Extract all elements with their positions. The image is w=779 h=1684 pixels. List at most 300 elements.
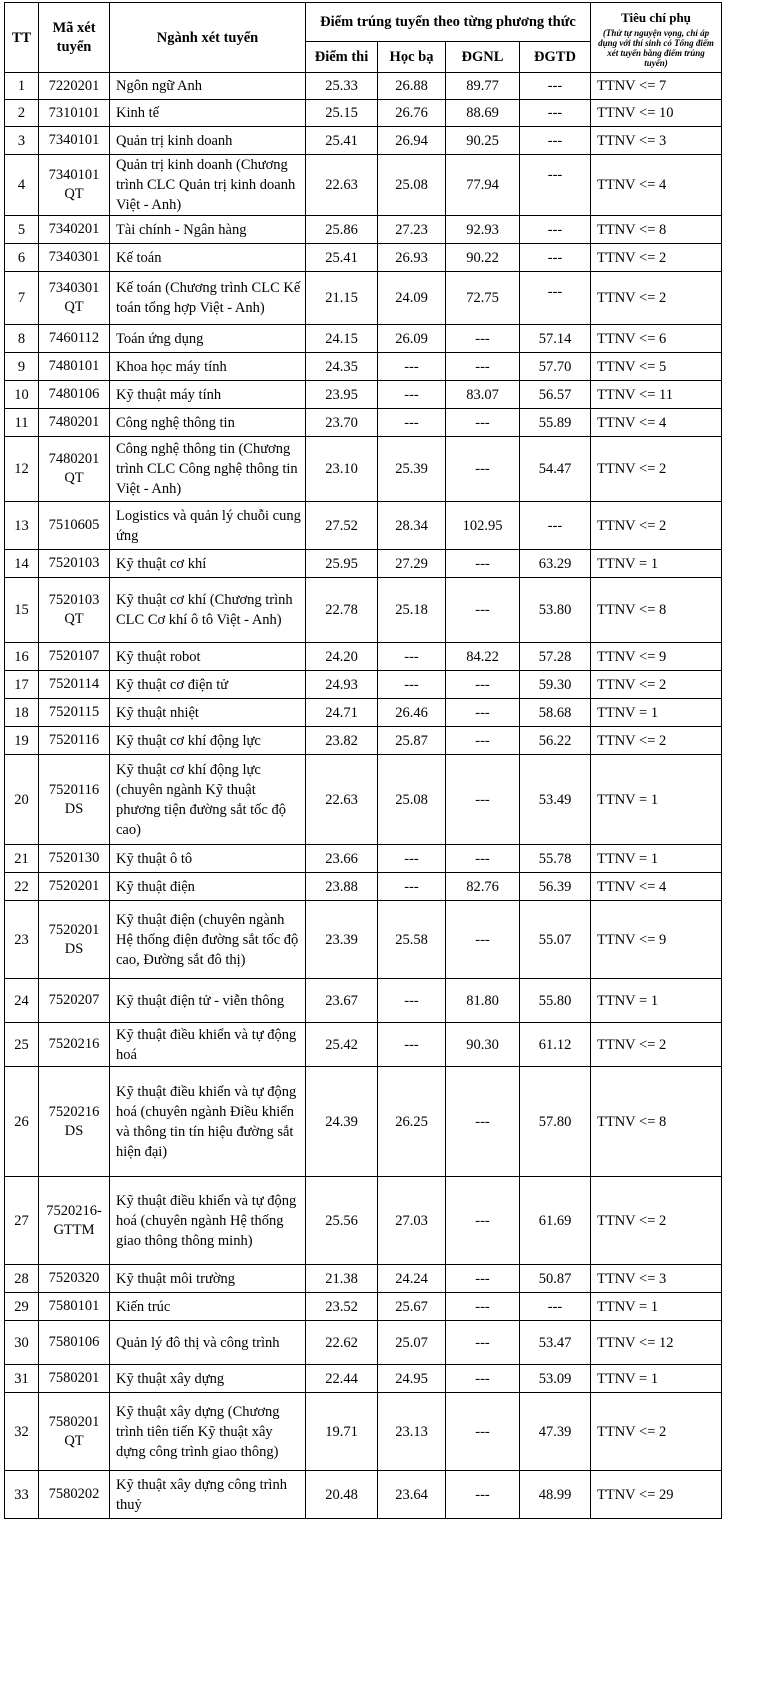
cell-major: Kỹ thuật môi trường bbox=[110, 1265, 306, 1293]
cell-hoc-ba: 26.76 bbox=[378, 100, 446, 127]
cell-dgnl: --- bbox=[446, 1177, 520, 1265]
cell-dgtd: --- bbox=[520, 272, 591, 325]
cell-dgnl: 83.07 bbox=[446, 381, 520, 409]
cell-major: Quản lý đô thị và công trình bbox=[110, 1321, 306, 1365]
cell-major: Kỹ thuật điện tử - viễn thông bbox=[110, 979, 306, 1023]
cell-tt: 20 bbox=[5, 755, 39, 845]
cell-major: Quản trị kinh doanh (Chương trình CLC Quản trị kinh doanh Việt - Anh) bbox=[110, 155, 306, 216]
header-code: Mã xét tuyển bbox=[39, 3, 110, 73]
cell-dgtd: --- bbox=[520, 73, 591, 100]
cell-code: 7580202 bbox=[39, 1471, 110, 1519]
table-row bbox=[5, 502, 722, 550]
cell-diem-thi: 21.15 bbox=[306, 272, 378, 325]
cell-code: 7520103 QT bbox=[39, 578, 110, 643]
cell-code: 7340301 QT bbox=[39, 272, 110, 325]
cell-major: Kỹ thuật máy tính bbox=[110, 381, 306, 409]
cell-code: 7580201 bbox=[39, 1365, 110, 1393]
cell-tt: 12 bbox=[5, 437, 39, 502]
cell-major: Kỹ thuật cơ điện tử bbox=[110, 671, 306, 699]
cell-dgtd: 57.70 bbox=[520, 353, 591, 381]
cell-criteria: TTNV <= 2 bbox=[591, 1393, 722, 1471]
cell-code: 7510605 bbox=[39, 502, 110, 550]
cell-dgnl: --- bbox=[446, 727, 520, 755]
table-row bbox=[5, 1365, 722, 1393]
cell-major: Toán ứng dụng bbox=[110, 325, 306, 353]
cell-hoc-ba: 24.09 bbox=[378, 272, 446, 325]
cell-criteria: TTNV <= 5 bbox=[591, 353, 722, 381]
cell-tt: 8 bbox=[5, 325, 39, 353]
cell-hoc-ba: 26.25 bbox=[378, 1067, 446, 1177]
cell-code: 7340101 QT bbox=[39, 155, 110, 216]
cell-diem-thi: 23.10 bbox=[306, 437, 378, 502]
cell-dgnl: --- bbox=[446, 901, 520, 979]
cell-criteria: TTNV <= 10 bbox=[591, 100, 722, 127]
cell-major: Kiến trúc bbox=[110, 1293, 306, 1321]
cell-hoc-ba: --- bbox=[378, 409, 446, 437]
cell-hoc-ba: --- bbox=[378, 979, 446, 1023]
cell-hoc-ba: 26.46 bbox=[378, 699, 446, 727]
table-row bbox=[5, 155, 722, 216]
cell-hoc-ba: --- bbox=[378, 671, 446, 699]
cell-diem-thi: 19.71 bbox=[306, 1393, 378, 1471]
cell-dgnl: --- bbox=[446, 1393, 520, 1471]
cell-tt: 30 bbox=[5, 1321, 39, 1365]
cell-diem-thi: 21.38 bbox=[306, 1265, 378, 1293]
cell-diem-thi: 23.67 bbox=[306, 979, 378, 1023]
cell-criteria: TTNV = 1 bbox=[591, 1365, 722, 1393]
cell-dgnl: --- bbox=[446, 699, 520, 727]
header-method-group: Điểm trúng tuyển theo từng phương thức bbox=[306, 3, 591, 42]
cell-major: Kỹ thuật xây dựng bbox=[110, 1365, 306, 1393]
cell-dgnl: --- bbox=[446, 1067, 520, 1177]
cell-code: 7580106 bbox=[39, 1321, 110, 1365]
cell-criteria: TTNV <= 9 bbox=[591, 901, 722, 979]
cell-diem-thi: 20.48 bbox=[306, 1471, 378, 1519]
cell-dgnl: 88.69 bbox=[446, 100, 520, 127]
cell-hoc-ba: 26.09 bbox=[378, 325, 446, 353]
cell-dgnl: --- bbox=[446, 325, 520, 353]
cell-major: Kỹ thuật điện (chuyên ngành Hệ thống điện đường sắt tốc độ cao, Đường sắt đô thị) bbox=[110, 901, 306, 979]
cell-diem-thi: 22.63 bbox=[306, 755, 378, 845]
cell-hoc-ba: 25.18 bbox=[378, 578, 446, 643]
admission-scores-table bbox=[4, 2, 722, 1519]
cell-diem-thi: 25.33 bbox=[306, 73, 378, 100]
cell-dgnl: 84.22 bbox=[446, 643, 520, 671]
cell-hoc-ba: 26.88 bbox=[378, 73, 446, 100]
cell-dgtd: 54.47 bbox=[520, 437, 591, 502]
cell-major: Kỹ thuật cơ khí động lực bbox=[110, 727, 306, 755]
header-criteria bbox=[591, 3, 722, 73]
cell-tt: 26 bbox=[5, 1067, 39, 1177]
cell-dgnl: 82.76 bbox=[446, 873, 520, 901]
cell-major: Kỹ thuật cơ khí bbox=[110, 550, 306, 578]
table-row bbox=[5, 1023, 722, 1067]
cell-dgnl: --- bbox=[446, 1471, 520, 1519]
cell-criteria: TTNV <= 6 bbox=[591, 325, 722, 353]
cell-code: 7480201 QT bbox=[39, 437, 110, 502]
cell-code: 7520207 bbox=[39, 979, 110, 1023]
cell-dgtd: 55.07 bbox=[520, 901, 591, 979]
cell-dgnl: --- bbox=[446, 1293, 520, 1321]
cell-major: Kinh tế bbox=[110, 100, 306, 127]
table-row bbox=[5, 409, 722, 437]
header-criteria-title: Tiêu chí phụ bbox=[621, 9, 691, 25]
cell-code: 7520130 bbox=[39, 845, 110, 873]
cell-criteria: TTNV <= 3 bbox=[591, 1265, 722, 1293]
cell-dgtd: 58.68 bbox=[520, 699, 591, 727]
cell-hoc-ba: 26.93 bbox=[378, 244, 446, 272]
cell-dgtd: 56.39 bbox=[520, 873, 591, 901]
cell-major: Kỹ thuật xây dựng (Chương trình tiên tiến Kỹ thuật xây dựng công trình giao thông) bbox=[110, 1393, 306, 1471]
cell-major: Quản trị kinh doanh bbox=[110, 127, 306, 155]
cell-dgtd: 53.80 bbox=[520, 578, 591, 643]
cell-tt: 23 bbox=[5, 901, 39, 979]
cell-dgtd: 61.69 bbox=[520, 1177, 591, 1265]
header-tt: TT bbox=[5, 3, 39, 73]
cell-dgtd: 59.30 bbox=[520, 671, 591, 699]
cell-tt: 18 bbox=[5, 699, 39, 727]
cell-hoc-ba: 27.23 bbox=[378, 216, 446, 244]
cell-code: 7520216 bbox=[39, 1023, 110, 1067]
table-row bbox=[5, 437, 722, 502]
cell-hoc-ba: 24.24 bbox=[378, 1265, 446, 1293]
cell-dgtd: 57.80 bbox=[520, 1067, 591, 1177]
cell-tt: 4 bbox=[5, 155, 39, 216]
cell-hoc-ba: 23.13 bbox=[378, 1393, 446, 1471]
table-row bbox=[5, 1471, 722, 1519]
cell-dgtd: 56.22 bbox=[520, 727, 591, 755]
cell-hoc-ba: --- bbox=[378, 1023, 446, 1067]
cell-code: 7480106 bbox=[39, 381, 110, 409]
cell-major: Kỹ thuật điều khiển và tự động hoá bbox=[110, 1023, 306, 1067]
cell-dgnl: 90.25 bbox=[446, 127, 520, 155]
cell-major: Kế toán (Chương trình CLC Kế toán tổng hợp Việt - Anh) bbox=[110, 272, 306, 325]
cell-criteria: TTNV <= 29 bbox=[591, 1471, 722, 1519]
cell-hoc-ba: 25.39 bbox=[378, 437, 446, 502]
cell-diem-thi: 24.20 bbox=[306, 643, 378, 671]
cell-hoc-ba: 27.29 bbox=[378, 550, 446, 578]
cell-code: 7520116 DS bbox=[39, 755, 110, 845]
cell-hoc-ba: 23.64 bbox=[378, 1471, 446, 1519]
cell-criteria: TTNV <= 3 bbox=[591, 127, 722, 155]
header-dgnl: ĐGNL bbox=[446, 42, 520, 73]
cell-major: Kỹ thuật điều khiển và tự động hoá (chuyên ngành Điều khiển và thông tin tín hiệu đường sắt hiện đại) bbox=[110, 1067, 306, 1177]
cell-tt: 2 bbox=[5, 100, 39, 127]
cell-diem-thi: 24.39 bbox=[306, 1067, 378, 1177]
cell-tt: 19 bbox=[5, 727, 39, 755]
table-row bbox=[5, 979, 722, 1023]
cell-dgtd: 61.12 bbox=[520, 1023, 591, 1067]
cell-dgtd: 50.87 bbox=[520, 1265, 591, 1293]
cell-tt: 15 bbox=[5, 578, 39, 643]
cell-hoc-ba: 25.87 bbox=[378, 727, 446, 755]
cell-tt: 32 bbox=[5, 1393, 39, 1471]
cell-hoc-ba: --- bbox=[378, 643, 446, 671]
cell-code: 7520216- GTTM bbox=[39, 1177, 110, 1265]
cell-dgnl: 92.93 bbox=[446, 216, 520, 244]
cell-tt: 14 bbox=[5, 550, 39, 578]
cell-hoc-ba: --- bbox=[378, 353, 446, 381]
cell-dgtd: 57.28 bbox=[520, 643, 591, 671]
cell-dgnl: --- bbox=[446, 578, 520, 643]
cell-code: 7310101 bbox=[39, 100, 110, 127]
cell-dgnl: 102.95 bbox=[446, 502, 520, 550]
cell-code: 7480201 bbox=[39, 409, 110, 437]
cell-dgnl: 90.22 bbox=[446, 244, 520, 272]
cell-code: 7520103 bbox=[39, 550, 110, 578]
cell-code: 7520114 bbox=[39, 671, 110, 699]
cell-dgnl: 90.30 bbox=[446, 1023, 520, 1067]
cell-tt: 25 bbox=[5, 1023, 39, 1067]
cell-tt: 9 bbox=[5, 353, 39, 381]
cell-tt: 24 bbox=[5, 979, 39, 1023]
cell-hoc-ba: 24.95 bbox=[378, 1365, 446, 1393]
header-diem-thi: Điểm thi bbox=[306, 42, 378, 73]
cell-dgnl: --- bbox=[446, 409, 520, 437]
cell-criteria: TTNV <= 4 bbox=[591, 409, 722, 437]
cell-criteria: TTNV = 1 bbox=[591, 845, 722, 873]
table-row bbox=[5, 272, 722, 325]
cell-dgtd: 53.47 bbox=[520, 1321, 591, 1365]
cell-code: 7520107 bbox=[39, 643, 110, 671]
cell-code: 7220201 bbox=[39, 73, 110, 100]
cell-code: 7340101 bbox=[39, 127, 110, 155]
cell-diem-thi: 23.95 bbox=[306, 381, 378, 409]
cell-tt: 13 bbox=[5, 502, 39, 550]
cell-dgnl: --- bbox=[446, 1265, 520, 1293]
cell-diem-thi: 22.44 bbox=[306, 1365, 378, 1393]
cell-major: Tài chính - Ngân hàng bbox=[110, 216, 306, 244]
cell-tt: 27 bbox=[5, 1177, 39, 1265]
cell-dgnl: --- bbox=[446, 755, 520, 845]
header-hoc-ba: Học bạ bbox=[378, 42, 446, 73]
cell-diem-thi: 25.41 bbox=[306, 127, 378, 155]
cell-hoc-ba: 25.58 bbox=[378, 901, 446, 979]
cell-tt: 29 bbox=[5, 1293, 39, 1321]
cell-dgtd: 55.89 bbox=[520, 409, 591, 437]
cell-diem-thi: 25.86 bbox=[306, 216, 378, 244]
cell-major: Kỹ thuật điều khiển và tự động hoá (chuyên ngành Hệ thống giao thông thông minh) bbox=[110, 1177, 306, 1265]
cell-code: 7520116 bbox=[39, 727, 110, 755]
table-row bbox=[5, 578, 722, 643]
cell-dgtd: --- bbox=[520, 1293, 591, 1321]
cell-dgtd: 53.49 bbox=[520, 755, 591, 845]
cell-code: 7340301 bbox=[39, 244, 110, 272]
table-row bbox=[5, 1321, 722, 1365]
cell-tt: 33 bbox=[5, 1471, 39, 1519]
cell-criteria: TTNV <= 2 bbox=[591, 727, 722, 755]
table-row bbox=[5, 1393, 722, 1471]
cell-tt: 5 bbox=[5, 216, 39, 244]
cell-major: Kế toán bbox=[110, 244, 306, 272]
table-row bbox=[5, 1177, 722, 1265]
cell-tt: 31 bbox=[5, 1365, 39, 1393]
table-header bbox=[5, 3, 722, 73]
cell-criteria: TTNV = 1 bbox=[591, 979, 722, 1023]
cell-hoc-ba: --- bbox=[378, 873, 446, 901]
cell-criteria: TTNV = 1 bbox=[591, 550, 722, 578]
cell-diem-thi: 24.15 bbox=[306, 325, 378, 353]
cell-dgtd: --- bbox=[520, 502, 591, 550]
cell-dgtd: --- bbox=[520, 100, 591, 127]
cell-diem-thi: 23.70 bbox=[306, 409, 378, 437]
cell-code: 7520201 DS bbox=[39, 901, 110, 979]
cell-diem-thi: 22.78 bbox=[306, 578, 378, 643]
cell-dgnl: 77.94 bbox=[446, 155, 520, 216]
cell-code: 7340201 bbox=[39, 216, 110, 244]
cell-criteria: TTNV = 1 bbox=[591, 699, 722, 727]
cell-dgnl: --- bbox=[446, 437, 520, 502]
cell-dgtd: --- bbox=[520, 127, 591, 155]
cell-code: 7520320 bbox=[39, 1265, 110, 1293]
cell-criteria: TTNV = 1 bbox=[591, 755, 722, 845]
cell-dgnl: --- bbox=[446, 550, 520, 578]
cell-criteria: TTNV <= 9 bbox=[591, 643, 722, 671]
cell-code: 7580201 QT bbox=[39, 1393, 110, 1471]
cell-criteria: TTNV <= 2 bbox=[591, 1177, 722, 1265]
cell-tt: 11 bbox=[5, 409, 39, 437]
cell-dgtd: 63.29 bbox=[520, 550, 591, 578]
cell-hoc-ba: 25.67 bbox=[378, 1293, 446, 1321]
cell-dgnl: --- bbox=[446, 845, 520, 873]
cell-criteria: TTNV <= 7 bbox=[591, 73, 722, 100]
cell-code: 7460112 bbox=[39, 325, 110, 353]
cell-tt: 17 bbox=[5, 671, 39, 699]
table-row bbox=[5, 727, 722, 755]
cell-tt: 10 bbox=[5, 381, 39, 409]
cell-criteria: TTNV <= 2 bbox=[591, 1023, 722, 1067]
cell-diem-thi: 24.35 bbox=[306, 353, 378, 381]
cell-tt: 28 bbox=[5, 1265, 39, 1293]
cell-diem-thi: 25.95 bbox=[306, 550, 378, 578]
cell-tt: 6 bbox=[5, 244, 39, 272]
cell-diem-thi: 23.52 bbox=[306, 1293, 378, 1321]
cell-code: 7520216 DS bbox=[39, 1067, 110, 1177]
table-row bbox=[5, 1293, 722, 1321]
table-row bbox=[5, 216, 722, 244]
cell-dgnl: 81.80 bbox=[446, 979, 520, 1023]
table-row bbox=[5, 699, 722, 727]
cell-major: Công nghệ thông tin (Chương trình CLC Công nghệ thông tin Việt - Anh) bbox=[110, 437, 306, 502]
cell-major: Kỹ thuật robot bbox=[110, 643, 306, 671]
table-row bbox=[5, 845, 722, 873]
cell-dgnl: --- bbox=[446, 1321, 520, 1365]
cell-diem-thi: 25.56 bbox=[306, 1177, 378, 1265]
cell-diem-thi: 27.52 bbox=[306, 502, 378, 550]
cell-diem-thi: 24.93 bbox=[306, 671, 378, 699]
cell-tt: 22 bbox=[5, 873, 39, 901]
cell-dgtd: 53.09 bbox=[520, 1365, 591, 1393]
cell-criteria: TTNV <= 2 bbox=[591, 272, 722, 325]
cell-major: Kỹ thuật nhiệt bbox=[110, 699, 306, 727]
cell-diem-thi: 23.82 bbox=[306, 727, 378, 755]
cell-hoc-ba: 25.08 bbox=[378, 155, 446, 216]
cell-dgtd: --- bbox=[520, 216, 591, 244]
cell-code: 7520115 bbox=[39, 699, 110, 727]
cell-diem-thi: 24.71 bbox=[306, 699, 378, 727]
cell-tt: 7 bbox=[5, 272, 39, 325]
cell-dgtd: 55.78 bbox=[520, 845, 591, 873]
cell-code: 7520201 bbox=[39, 873, 110, 901]
admission-table-wrapper bbox=[4, 2, 721, 1519]
cell-criteria: TTNV <= 4 bbox=[591, 873, 722, 901]
table-row bbox=[5, 755, 722, 845]
cell-dgtd: --- bbox=[520, 155, 591, 216]
cell-tt: 3 bbox=[5, 127, 39, 155]
cell-dgnl: --- bbox=[446, 671, 520, 699]
cell-dgtd: --- bbox=[520, 244, 591, 272]
cell-major: Logistics và quản lý chuỗi cung ứng bbox=[110, 502, 306, 550]
cell-major: Kỹ thuật điện bbox=[110, 873, 306, 901]
cell-dgtd: 56.57 bbox=[520, 381, 591, 409]
cell-code: 7480101 bbox=[39, 353, 110, 381]
cell-criteria: TTNV <= 8 bbox=[591, 578, 722, 643]
cell-dgtd: 48.99 bbox=[520, 1471, 591, 1519]
cell-hoc-ba: 27.03 bbox=[378, 1177, 446, 1265]
header-dgtd: ĐGTD bbox=[520, 42, 591, 73]
table-row bbox=[5, 1265, 722, 1293]
cell-diem-thi: 25.41 bbox=[306, 244, 378, 272]
cell-dgnl: 89.77 bbox=[446, 73, 520, 100]
table-row bbox=[5, 550, 722, 578]
table-row bbox=[5, 1067, 722, 1177]
cell-hoc-ba: 25.07 bbox=[378, 1321, 446, 1365]
cell-dgtd: 55.80 bbox=[520, 979, 591, 1023]
table-row bbox=[5, 73, 722, 100]
cell-hoc-ba: --- bbox=[378, 381, 446, 409]
cell-code: 7580101 bbox=[39, 1293, 110, 1321]
cell-major: Kỹ thuật cơ khí (Chương trình CLC Cơ khí ô tô Việt - Anh) bbox=[110, 578, 306, 643]
table-row bbox=[5, 671, 722, 699]
table-row bbox=[5, 325, 722, 353]
cell-dgtd: 57.14 bbox=[520, 325, 591, 353]
cell-diem-thi: 23.88 bbox=[306, 873, 378, 901]
cell-major: Kỹ thuật xây dựng công trình thuỷ bbox=[110, 1471, 306, 1519]
cell-major: Kỹ thuật ô tô bbox=[110, 845, 306, 873]
cell-diem-thi: 25.15 bbox=[306, 100, 378, 127]
table-row bbox=[5, 244, 722, 272]
cell-dgnl: 72.75 bbox=[446, 272, 520, 325]
cell-major: Ngôn ngữ Anh bbox=[110, 73, 306, 100]
cell-diem-thi: 22.63 bbox=[306, 155, 378, 216]
table-row bbox=[5, 127, 722, 155]
cell-major: Khoa học máy tính bbox=[110, 353, 306, 381]
header-criteria-note: (Thứ tự nguyện vọng, chỉ áp dụng với thí sinh có Tổng điểm xét tuyển bằng điểm trúng tuyển) bbox=[598, 27, 714, 68]
cell-criteria: TTNV <= 2 bbox=[591, 502, 722, 550]
cell-criteria: TTNV <= 2 bbox=[591, 437, 722, 502]
cell-hoc-ba: 25.08 bbox=[378, 755, 446, 845]
table-body bbox=[5, 73, 722, 1519]
table-row bbox=[5, 353, 722, 381]
cell-criteria: TTNV <= 11 bbox=[591, 381, 722, 409]
table-row bbox=[5, 643, 722, 671]
table-row bbox=[5, 873, 722, 901]
cell-criteria: TTNV <= 2 bbox=[591, 671, 722, 699]
cell-criteria: TTNV <= 8 bbox=[591, 216, 722, 244]
cell-diem-thi: 23.66 bbox=[306, 845, 378, 873]
cell-criteria: TTNV = 1 bbox=[591, 1293, 722, 1321]
cell-criteria: TTNV <= 8 bbox=[591, 1067, 722, 1177]
cell-criteria: TTNV <= 2 bbox=[591, 244, 722, 272]
cell-diem-thi: 23.39 bbox=[306, 901, 378, 979]
cell-dgnl: --- bbox=[446, 353, 520, 381]
cell-criteria: TTNV <= 4 bbox=[591, 155, 722, 216]
cell-hoc-ba: 28.34 bbox=[378, 502, 446, 550]
cell-major: Công nghệ thông tin bbox=[110, 409, 306, 437]
cell-dgnl: --- bbox=[446, 1365, 520, 1393]
table-row bbox=[5, 381, 722, 409]
header-major: Ngành xét tuyển bbox=[110, 3, 306, 73]
